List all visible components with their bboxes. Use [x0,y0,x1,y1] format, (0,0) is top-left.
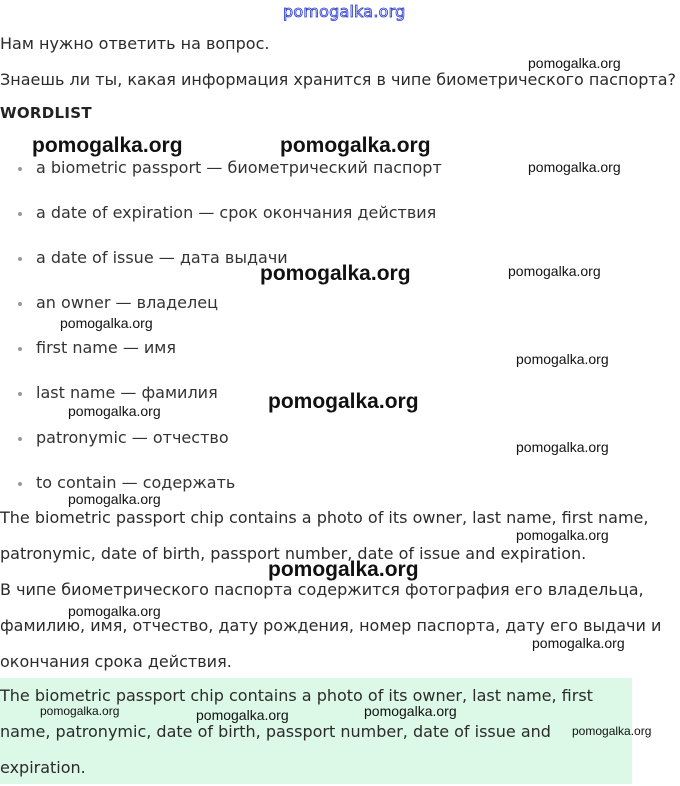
bullet-icon [18,437,22,441]
answer-box [0,678,632,784]
bullet-icon [18,482,22,486]
wordlist-item-text: a date of issue — дата выдачи [36,248,288,267]
watermark: pomogalka.org [528,159,621,175]
intro-line-1: Нам нужно ответить на вопрос. [0,34,270,53]
bullet-icon [18,212,22,216]
watermark: pomogalka.org [260,262,411,285]
watermark: pomogalka.org [508,263,601,279]
watermark: pomogalka.org [516,527,609,543]
wordlist-item-text: last name — фамилия [36,383,218,402]
watermark: pomogalka.org [280,134,431,157]
wordlist-item-text: an owner — владелец [36,293,218,312]
watermark: pomogalka.org [572,724,652,738]
answer-line-1: The biometric passport chip contains a photo of its owner, last name, first [0,686,593,705]
watermark: pomogalka.org [68,603,161,619]
watermark: pomogalka.org [68,403,161,419]
watermark: pomogalka.org [60,315,153,331]
watermark: pomogalka.org [516,351,609,367]
answer-line-2: name, patronymic, date of birth, passport number, date of issue and [0,722,551,741]
russian-text-line-2: фамилию, имя, отчество, дату рождения, номер паспорта, дату его выдачи и [0,616,662,635]
wordlist-item [0,195,442,240]
bullet-icon [18,392,22,396]
watermark: pomogalka.org [68,491,161,507]
wordlist-item-text: a biometric passport — биометрический паспорт [36,158,442,177]
wordlist-item [0,330,442,375]
wordlist-item-text: first name — имя [36,338,176,357]
watermark: pomogalka.org [40,704,120,718]
english-text-line-1: The biometric passport chip contains a photo of its owner, last name, first name, [0,508,649,527]
bullet-icon [18,167,22,171]
wordlist-item-text: a date of expiration — срок окончания действия [36,203,437,222]
site-header-link[interactable]: pomogalka.org [283,2,406,21]
wordlist-item [0,420,442,465]
watermark: pomogalka.org [268,390,419,413]
watermark: pomogalka.org [364,703,457,719]
english-text-line-2: patronymic, date of birth, passport number, date of issue and expiration. [0,544,587,563]
wordlist-item-text: to contain — содержать [36,473,236,492]
watermark: pomogalka.org [196,707,289,723]
watermark: pomogalka.org [516,439,609,455]
russian-text-line-3: окончания срока действия. [0,652,232,671]
bullet-icon [18,302,22,306]
answer-line-3: expiration. [0,758,86,777]
wordlist-heading: WORDLIST [0,104,92,122]
russian-text-line-1: В чипе биометрического паспорта содержится фотография его владельца, [0,580,644,599]
wordlist-item-text: patronymic — отчество [36,428,229,447]
watermark: pomogalka.org [268,558,419,581]
watermark: pomogalka.org [532,635,625,651]
watermark: pomogalka.org [528,55,621,71]
bullet-icon [18,257,22,261]
watermark: pomogalka.org [32,134,183,157]
bullet-icon [18,347,22,351]
intro-question: Знаешь ли ты, какая информация хранится в чипе биометрического паспорта? [0,70,676,89]
